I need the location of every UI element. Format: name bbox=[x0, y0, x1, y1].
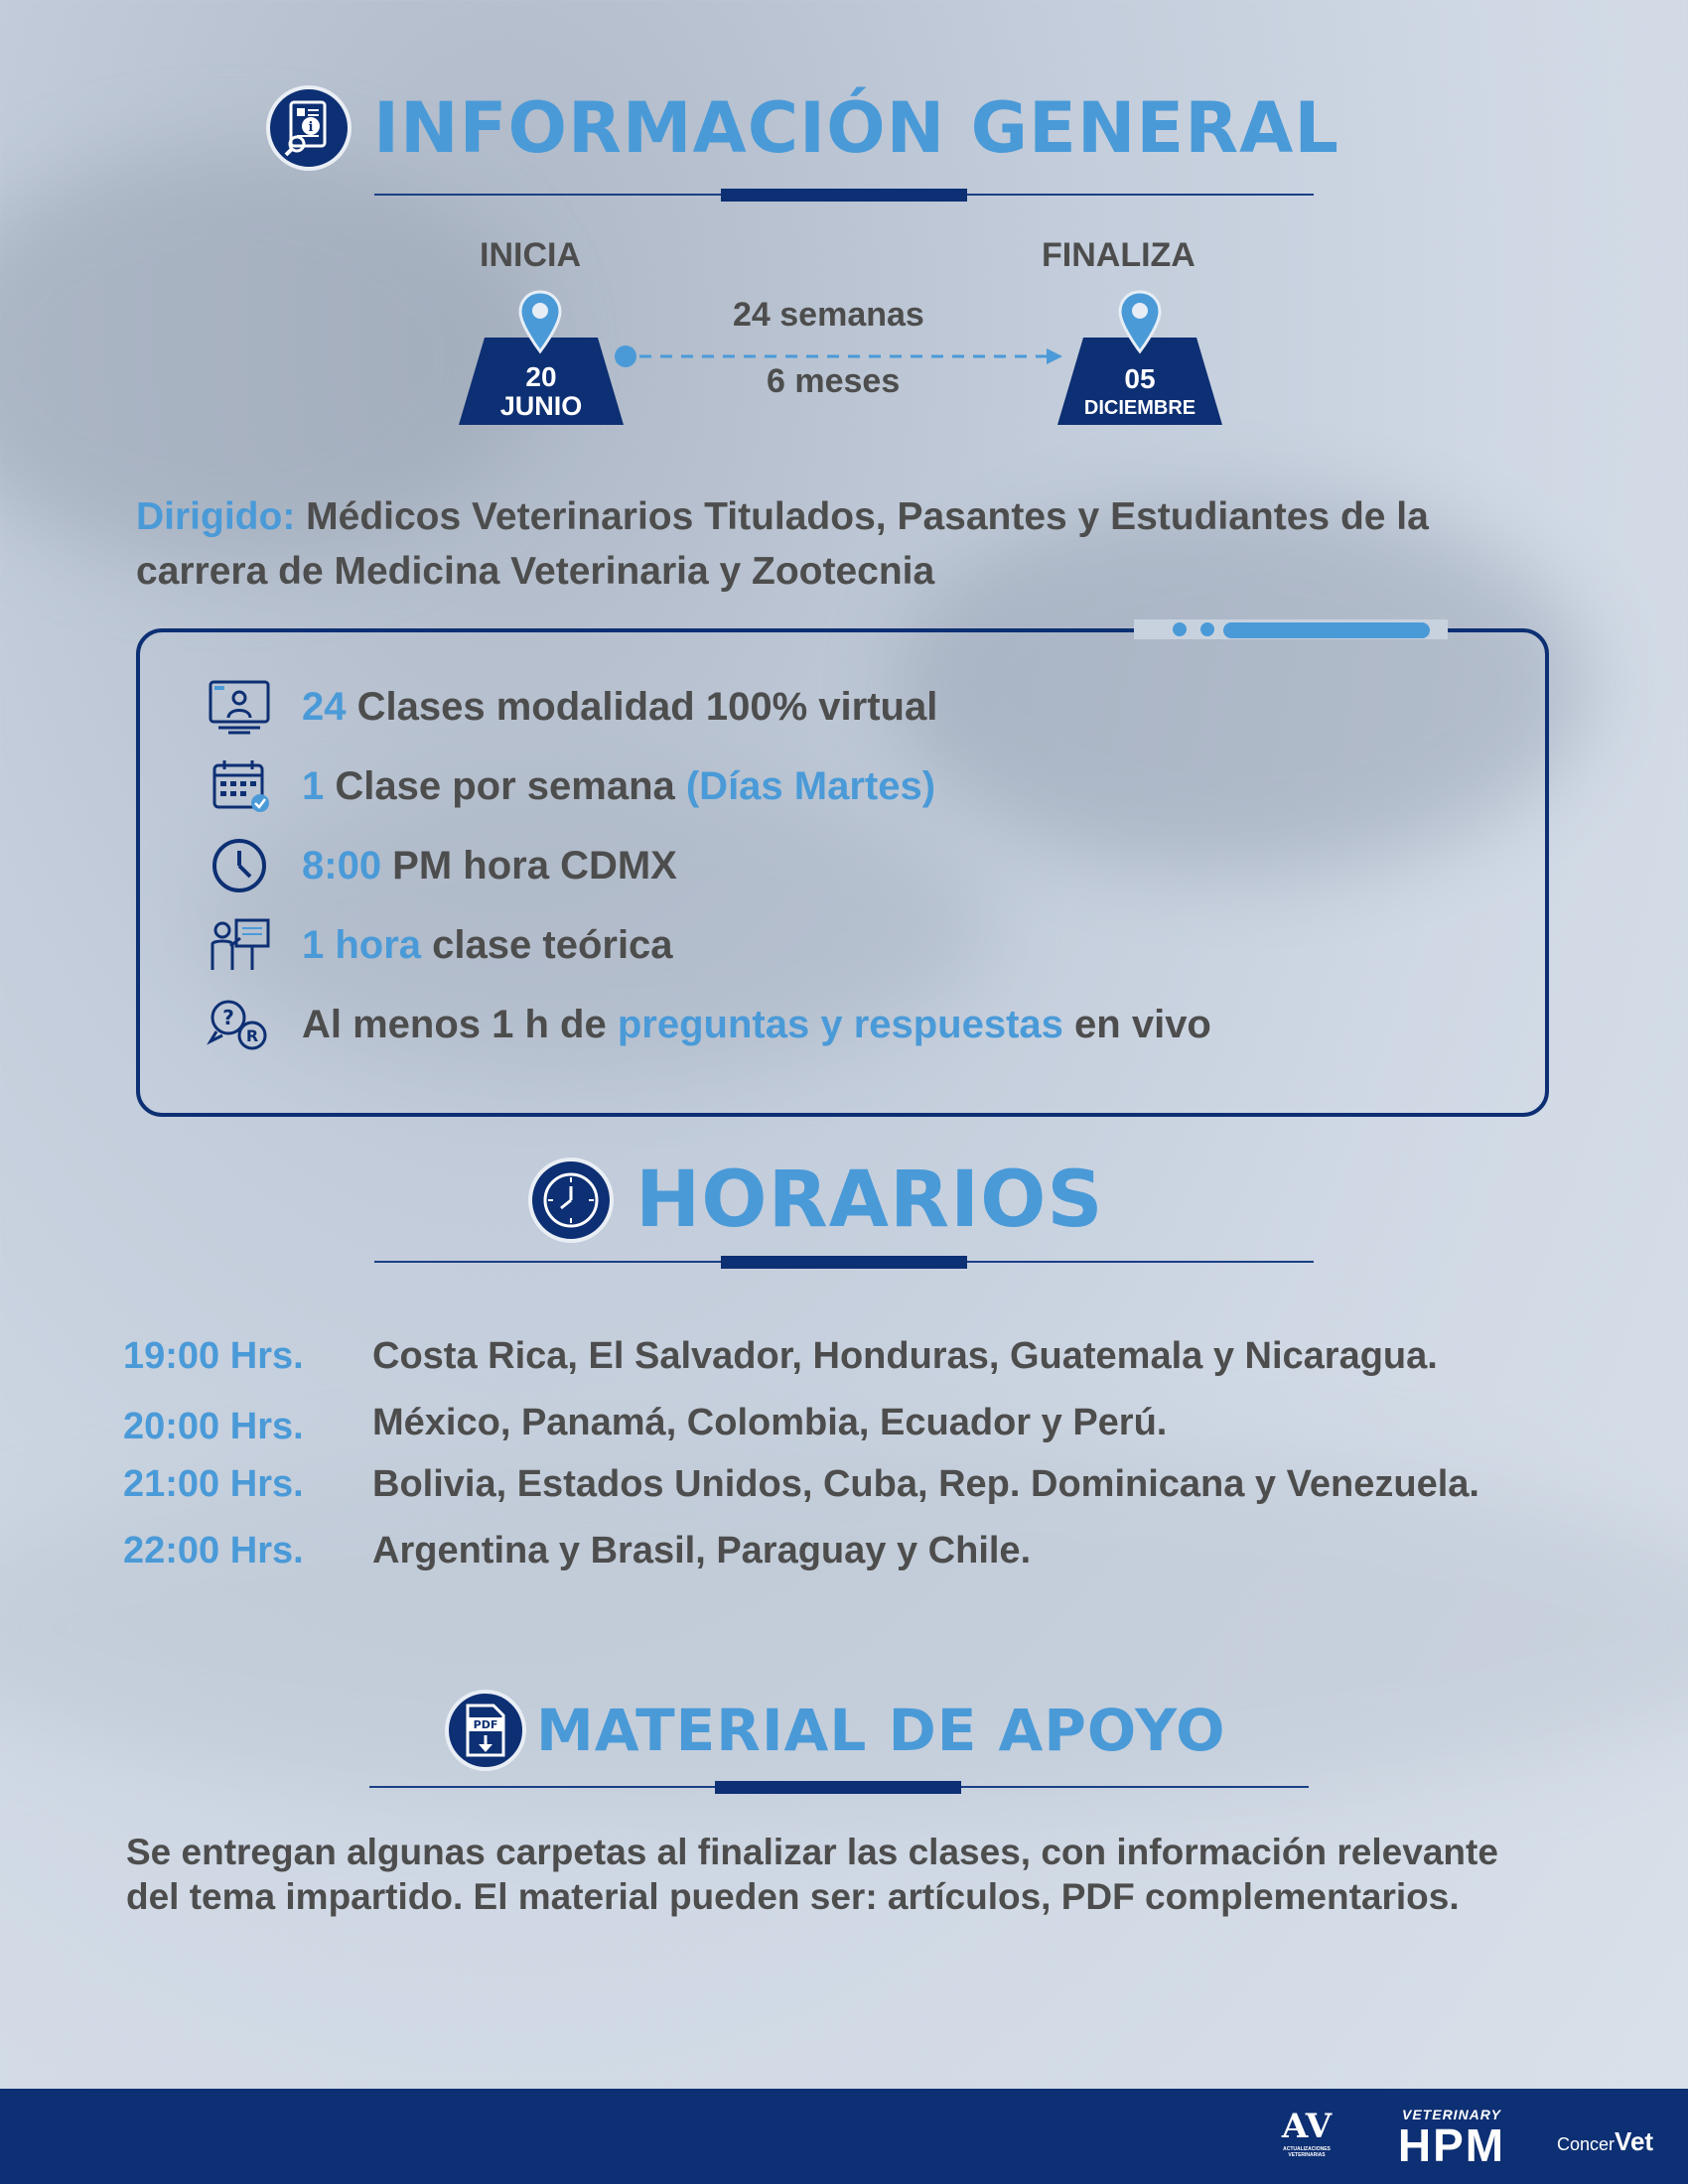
duration-months: 6 meses bbox=[767, 362, 901, 400]
virtual-class-icon bbox=[205, 678, 274, 736]
material-description: Se entregan algunas carpetas al finalizar las clases, con información relevante del tema impartido. El material pueden ser: artículos, PDF complementarios. bbox=[126, 1832, 1498, 1917]
feature-highlight: 8:00 bbox=[302, 843, 382, 887]
calendar-icon bbox=[205, 757, 274, 815]
target-audience-label: Dirigido: bbox=[136, 495, 296, 538]
svg-text:R: R bbox=[245, 1026, 259, 1045]
material-title: MATERIAL DE APOYO bbox=[536, 1697, 1226, 1764]
info-title: INFORMACIÓN GENERAL bbox=[373, 87, 1339, 169]
feature-row bbox=[205, 996, 1211, 1053]
feature-text bbox=[302, 1003, 1211, 1047]
footer-bar bbox=[0, 2089, 1688, 2184]
schedule-countries: México, Panamá, Colombia, Ecuador y Perú. bbox=[372, 1402, 1168, 1443]
question-answer-icon bbox=[205, 996, 274, 1053]
feature-text bbox=[302, 923, 673, 968]
feature-text bbox=[302, 764, 935, 809]
schedule-row bbox=[123, 1530, 1031, 1572]
schedule-countries: Argentina y Brasil, Paraguay y Chile. bbox=[372, 1530, 1032, 1571]
feature-body: Clase por semana bbox=[324, 763, 686, 808]
svg-text:?: ? bbox=[222, 1006, 234, 1029]
feature-body: Clases modalidad 100% virtual bbox=[346, 684, 938, 729]
decorative-pill bbox=[1223, 622, 1430, 638]
feature-body: clase teórica bbox=[421, 922, 673, 967]
feature-highlight: 24 bbox=[302, 684, 347, 729]
concervet-logo-b: Vet bbox=[1615, 2126, 1654, 2156]
start-label: INICIA bbox=[480, 236, 581, 274]
start-day: 20 bbox=[525, 361, 557, 392]
feature-highlight: preguntas y respuestas bbox=[617, 1002, 1063, 1046]
schedule-time: 22:00 Hrs. bbox=[123, 1530, 304, 1571]
horarios-divider-bar bbox=[721, 1256, 967, 1269]
target-audience bbox=[136, 489, 1566, 599]
pdf-label: PDF bbox=[473, 1718, 498, 1731]
teacher-icon bbox=[205, 916, 274, 974]
horarios-header bbox=[528, 1156, 1104, 1245]
start-month: JUNIO bbox=[499, 391, 583, 421]
feature-row bbox=[205, 757, 935, 815]
svg-text:i: i bbox=[308, 120, 314, 135]
hpm-logo-top: VETERINARY bbox=[1402, 2107, 1501, 2122]
feature-text bbox=[302, 685, 937, 730]
schedule-time: 19:00 Hrs. bbox=[123, 1335, 304, 1377]
feature-row bbox=[205, 678, 937, 736]
feature-highlight: (Días Martes) bbox=[685, 763, 936, 808]
schedule-row bbox=[123, 1463, 1479, 1506]
target-audience-text: Médicos Veterinarios Titulados, Pasantes y Estudiantes de la carrera de Medicina Veterinaria y Zootecnia bbox=[136, 495, 1429, 593]
feature-body: PM hora CDMX bbox=[381, 843, 677, 887]
av-logo-mark: AV bbox=[1281, 2107, 1333, 2146]
concervet-logo bbox=[1557, 2126, 1653, 2157]
duration-weeks: 24 semanas bbox=[733, 296, 924, 334]
pdf-download-icon bbox=[445, 1690, 526, 1771]
end-month: DICIEMBRE bbox=[1083, 397, 1196, 419]
material-divider-bar bbox=[715, 1781, 961, 1794]
feature-highlight: 1 hora bbox=[302, 922, 422, 967]
end-label: FINALIZA bbox=[1042, 236, 1196, 274]
decorative-dot bbox=[1200, 622, 1214, 636]
horarios-title: HORARIOS bbox=[635, 1156, 1104, 1245]
wall-clock-icon bbox=[528, 1158, 614, 1243]
schedule-row bbox=[123, 1335, 1438, 1378]
hpm-logo-mark: HPM bbox=[1397, 2119, 1506, 2171]
schedule-countries: Costa Rica, El Salvador, Honduras, Guatemala y Nicaragua. bbox=[372, 1335, 1438, 1377]
schedule-time: 21:00 Hrs. bbox=[123, 1463, 304, 1505]
av-logo-sub: ACTUALIZACIONES VETERINARIAS bbox=[1283, 2146, 1331, 2158]
schedule-row bbox=[123, 1402, 1167, 1448]
end-day: 05 bbox=[1124, 363, 1156, 394]
start-location-pin-icon bbox=[516, 288, 564, 357]
info-header bbox=[266, 85, 1339, 171]
feature-text bbox=[302, 844, 677, 888]
clock-icon bbox=[205, 837, 274, 894]
feature-highlight: 1 bbox=[302, 763, 325, 808]
feature-row bbox=[205, 916, 673, 974]
info-document-icon bbox=[266, 85, 352, 171]
concervet-logo-a: Concer bbox=[1557, 2134, 1616, 2154]
feature-row bbox=[205, 837, 677, 894]
feature-body: en vivo bbox=[1062, 1002, 1211, 1046]
schedule-time: 20:00 Hrs. bbox=[123, 1406, 304, 1447]
av-logo bbox=[1267, 2107, 1346, 2158]
hpm-logo bbox=[1378, 2107, 1525, 2171]
end-location-pin-icon bbox=[1116, 288, 1164, 357]
decorative-dot bbox=[1173, 622, 1187, 636]
info-divider-bar bbox=[721, 189, 967, 202]
material-header bbox=[445, 1690, 1225, 1771]
schedule-countries: Bolivia, Estados Unidos, Cuba, Rep. Dominicana y Venezuela. bbox=[372, 1463, 1479, 1505]
feature-body: Al menos 1 h de bbox=[302, 1002, 618, 1046]
